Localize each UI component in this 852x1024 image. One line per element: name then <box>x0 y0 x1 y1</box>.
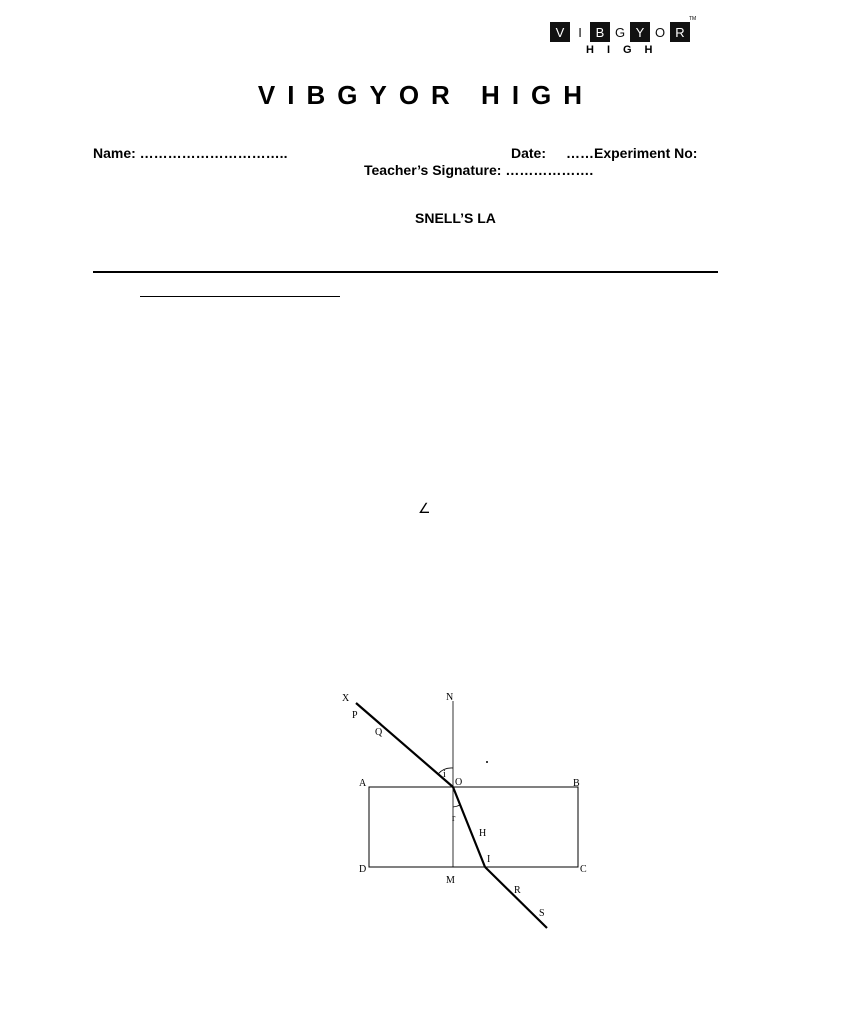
label-c: C <box>580 864 587 875</box>
label-r-point: R <box>514 885 521 896</box>
date-field: Date: <box>511 145 547 161</box>
logo-letter: R <box>670 22 690 42</box>
logo-trademark: TM <box>689 16 697 22</box>
label-o: O <box>455 777 463 788</box>
teacher-signature-field: Teacher’s Signature: ………………. <box>364 162 594 178</box>
angle-symbol: ∠ <box>418 500 431 516</box>
label-b: B <box>573 778 580 789</box>
glass-slab <box>369 787 578 867</box>
logo-letter: B <box>590 22 610 42</box>
incident-ray <box>356 703 453 787</box>
logo-letter: G <box>610 22 630 42</box>
name-field: Name: ………………………….. <box>93 145 288 161</box>
label-p: P <box>352 710 358 721</box>
logo-letter: V <box>550 22 570 42</box>
logo-letter: I <box>570 22 590 42</box>
label-q: Q <box>375 727 383 738</box>
emergent-ray <box>485 867 547 928</box>
refraction-diagram <box>330 685 587 935</box>
label-d: D <box>359 864 367 875</box>
label-i-point: I <box>487 854 491 865</box>
label-i-angle: i <box>443 769 446 780</box>
label-m: M <box>446 875 455 886</box>
logo-letter-row <box>550 22 692 42</box>
label-h: H <box>479 828 487 839</box>
label-n: N <box>446 692 454 703</box>
experiment-number-field: ……Experiment No: <box>566 145 698 161</box>
logo-letter: O <box>650 22 670 42</box>
experiment-title: SNELL’S LA <box>415 210 496 226</box>
header-divider <box>93 271 718 273</box>
label-x: X <box>342 693 350 704</box>
label-r-angle: r <box>452 813 456 824</box>
aim-underline <box>140 296 340 297</box>
logo-subtitle: HIGH <box>586 44 666 56</box>
refracted-ray <box>453 787 485 867</box>
label-a: A <box>359 778 367 789</box>
label-s: S <box>539 908 545 919</box>
logo-letter: Y <box>630 22 650 42</box>
pin-dot <box>486 761 488 763</box>
school-title: VIBGYOR HIGH <box>257 80 595 110</box>
refraction-angle-arc <box>453 805 460 807</box>
